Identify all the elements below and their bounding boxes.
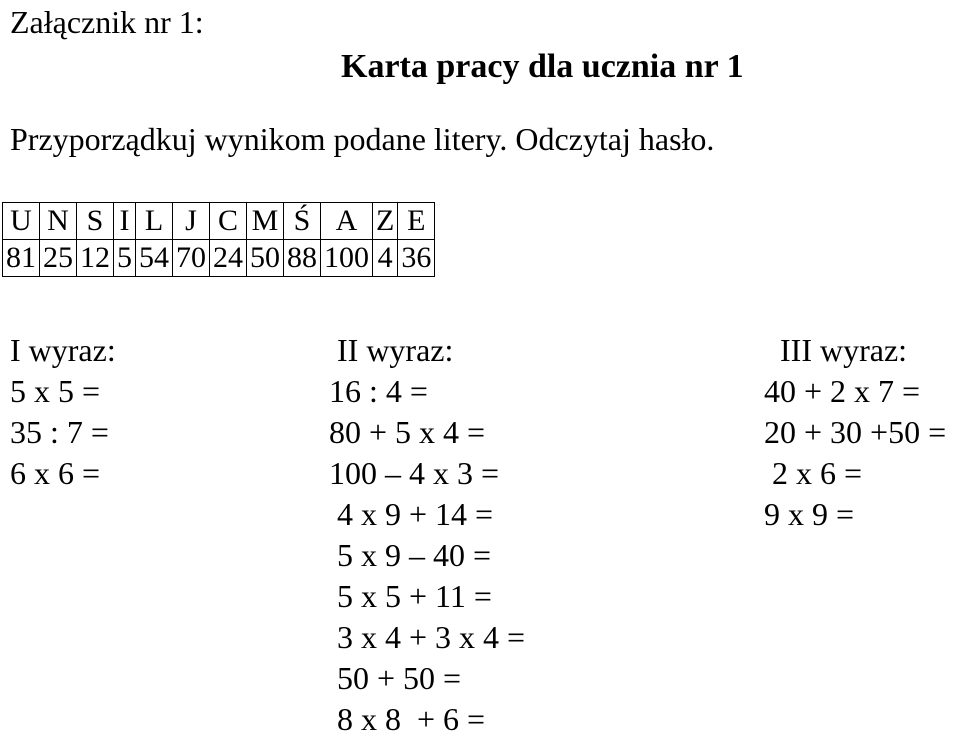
word-1-task: 6 x 6 =: [10, 455, 101, 491]
key-number: 24: [210, 240, 247, 277]
word-1-task: 5 x 5 =: [10, 373, 101, 409]
key-number: 25: [40, 240, 77, 277]
word-2-task: 50 + 50 =: [329, 660, 462, 696]
word-3-heading: III wyraz:: [756, 332, 908, 368]
word-3-task: 40 + 2 x 7 =: [756, 373, 921, 409]
instruction-text: Przyporządkuj wynikom podane litery. Odczytaj hasło.: [10, 121, 715, 157]
word-3-column: [756, 330, 946, 535]
key-number: 12: [77, 240, 114, 277]
key-number: 36: [398, 240, 435, 277]
word-3-task: 9 x 9 =: [756, 496, 855, 532]
word-2-task: 16 : 4 =: [329, 373, 428, 409]
key-letter: M: [247, 203, 284, 240]
word-2-task: 3 x 4 + 3 x 4 =: [329, 619, 526, 655]
key-number: 5: [114, 240, 136, 277]
key-letter: Z: [373, 203, 398, 240]
key-number: 88: [284, 240, 321, 277]
word-2-task: 5 x 5 + 11 =: [329, 578, 492, 614]
numbers-row: [3, 240, 435, 277]
word-2-heading: II wyraz:: [329, 332, 454, 368]
word-3-task: 2 x 6 =: [756, 455, 863, 491]
letter-key-table: [2, 202, 435, 277]
key-number: 100: [321, 240, 373, 277]
word-1-task: 35 : 7 =: [10, 414, 109, 450]
word-2-task: 80 + 5 x 4 =: [329, 414, 486, 450]
word-1-heading: I wyraz:: [10, 332, 116, 368]
worksheet-title: Karta pracy dla ucznia nr 1: [341, 48, 744, 85]
key-letter: L: [136, 203, 173, 240]
key-number: 4: [373, 240, 398, 277]
key-letter: N: [40, 203, 77, 240]
key-number: 50: [247, 240, 284, 277]
key-letter: Ś: [284, 203, 321, 240]
word-2-task: 100 – 4 x 3 =: [329, 455, 500, 491]
word-2-task: 4 x 9 + 14 =: [329, 496, 494, 532]
key-letter: J: [173, 203, 210, 240]
word-1-column: [10, 330, 116, 494]
key-letter: S: [77, 203, 114, 240]
key-letter: E: [398, 203, 435, 240]
key-letter: C: [210, 203, 247, 240]
word-3-task: 20 + 30 +50 =: [756, 414, 947, 450]
key-letter: A: [321, 203, 373, 240]
key-letter: U: [3, 203, 40, 240]
word-2-task: 5 x 9 – 40 =: [329, 537, 492, 573]
attachment-label: Załącznik nr 1:: [10, 4, 204, 40]
word-2-task: 8 x 8 + 6 =: [329, 701, 486, 737]
key-number: 54: [136, 240, 173, 277]
word-2-column: [329, 330, 525, 740]
key-number: 70: [173, 240, 210, 277]
key-number: 81: [3, 240, 40, 277]
key-letter: I: [114, 203, 136, 240]
letters-row: [3, 203, 435, 240]
